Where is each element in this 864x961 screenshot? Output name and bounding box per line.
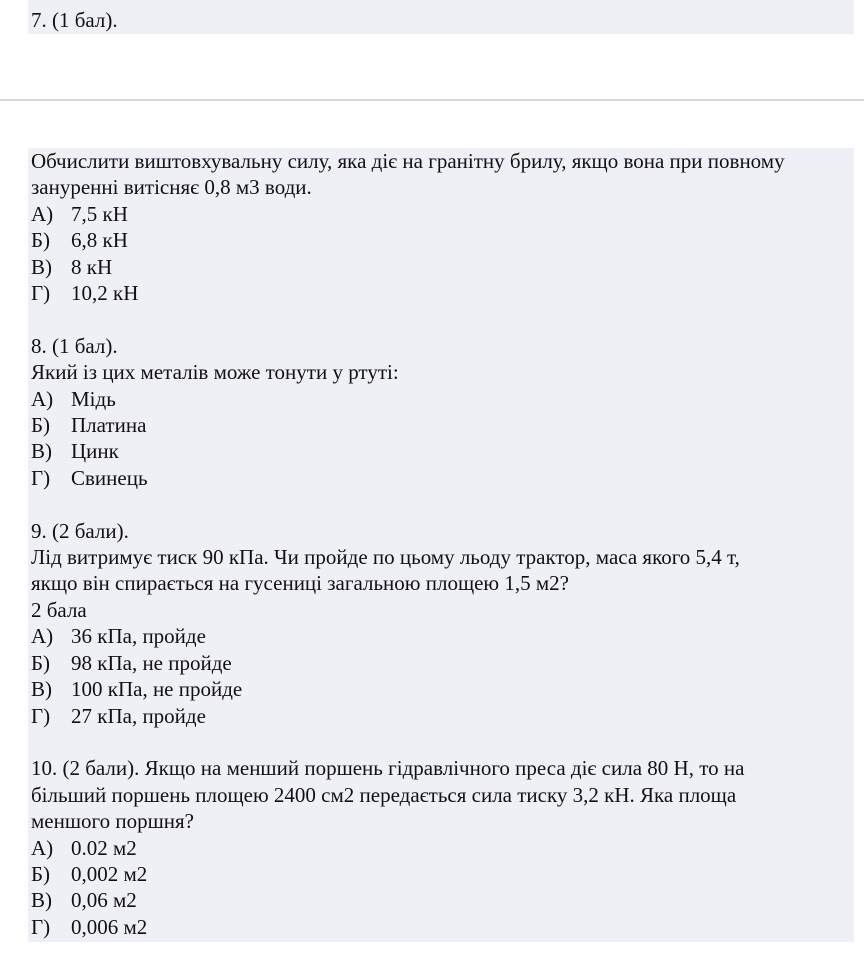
- option-text: 7,5 кН: [71, 201, 128, 226]
- option-letter: А): [31, 201, 54, 226]
- option-letter: Б): [31, 413, 51, 438]
- option-letter: Б): [31, 861, 51, 886]
- option-letter: А): [31, 386, 54, 411]
- question-8-option-c[interactable]: [31, 438, 850, 464]
- option-letter: В): [31, 254, 52, 279]
- option-text: 8 кН: [71, 254, 113, 279]
- option-letter: А): [31, 835, 54, 860]
- option-letter: Г): [31, 914, 51, 939]
- option-text: Свинець: [71, 465, 148, 490]
- question-9-note: 2 бала: [31, 597, 87, 622]
- question-10-text-line-3: меншого поршня?: [31, 809, 194, 834]
- option-letter: А): [31, 624, 54, 649]
- option-text: Платина: [71, 413, 147, 438]
- question-10-option-a[interactable]: [31, 835, 850, 861]
- option-letter: Б): [31, 228, 51, 253]
- option-letter: Г): [31, 465, 51, 490]
- option-text: 36 кПа, пройде: [71, 624, 206, 649]
- question-10-option-b[interactable]: [31, 861, 850, 887]
- option-text: 0.02 м2: [71, 835, 137, 860]
- question-9-option-d[interactable]: [31, 703, 850, 729]
- option-letter: Г): [31, 281, 51, 306]
- question-7-option-b[interactable]: [31, 227, 850, 253]
- option-letter: В): [31, 888, 52, 913]
- question-7-option-d[interactable]: [31, 280, 850, 306]
- section-divider: [0, 99, 864, 101]
- question-8-option-a[interactable]: [31, 386, 850, 412]
- question-9-option-b[interactable]: [31, 650, 850, 676]
- option-text: 0,06 м2: [71, 888, 137, 913]
- question-8-text: Який із цих металів може тонути у ртуті:: [31, 360, 399, 385]
- question-10-text-line-1: 10. (2 бали). Якщо на менший поршень гідравлічного преса діє сила 80 Н, то на: [31, 756, 745, 781]
- question-8-option-d[interactable]: [31, 465, 850, 491]
- question-9-option-a[interactable]: [31, 623, 850, 649]
- question-7-option-c[interactable]: [31, 254, 850, 280]
- question-10-text-line-2: більший поршень площею 2400 см2 передається сила тиску 3,2 кН. Яка площа: [31, 782, 737, 807]
- question-9-header: 9. (2 бали).: [31, 518, 129, 543]
- option-text: 10,2 кН: [71, 281, 139, 306]
- question-8-header: 8. (1 бал).: [31, 333, 118, 358]
- question-9-text-line-1: Лід витримує тиск 90 кПа. Чи пройде по цьому льоду трактор, маса якого 5,4 т,: [31, 545, 740, 570]
- question-10-option-d[interactable]: [31, 914, 850, 940]
- option-text: 27 кПа, пройде: [71, 703, 206, 728]
- option-letter: В): [31, 439, 52, 464]
- questions-block: [28, 148, 854, 942]
- question-7-text: Обчислити виштовхувальну силу, яка діє на гранітну брилу, якщо вона при повному зануренні витісняє 0,8 м3 води.: [31, 149, 785, 200]
- question-8-option-b[interactable]: [31, 412, 850, 438]
- option-letter: Б): [31, 650, 51, 675]
- option-text: 0,006 м2: [71, 914, 148, 939]
- question-7-header-block: [28, 0, 854, 34]
- option-text: 98 кПа, не пройде: [71, 650, 232, 675]
- option-text: 100 кПа, не пройде: [71, 677, 243, 702]
- question-10-option-c[interactable]: [31, 887, 850, 913]
- option-letter: Г): [31, 703, 51, 728]
- option-text: Мідь: [71, 386, 116, 411]
- option-letter: В): [31, 677, 52, 702]
- question-7-header: 7. (1 бал).: [31, 8, 118, 32]
- question-9-option-c[interactable]: [31, 676, 850, 702]
- question-9-text-line-2: якщо він спирається на гусениці загальною площею 1,5 м2?: [31, 571, 569, 596]
- option-text: 6,8 кН: [71, 228, 128, 253]
- option-text: 0,002 м2: [71, 861, 148, 886]
- question-7-option-a[interactable]: [31, 201, 850, 227]
- option-text: Цинк: [71, 439, 119, 464]
